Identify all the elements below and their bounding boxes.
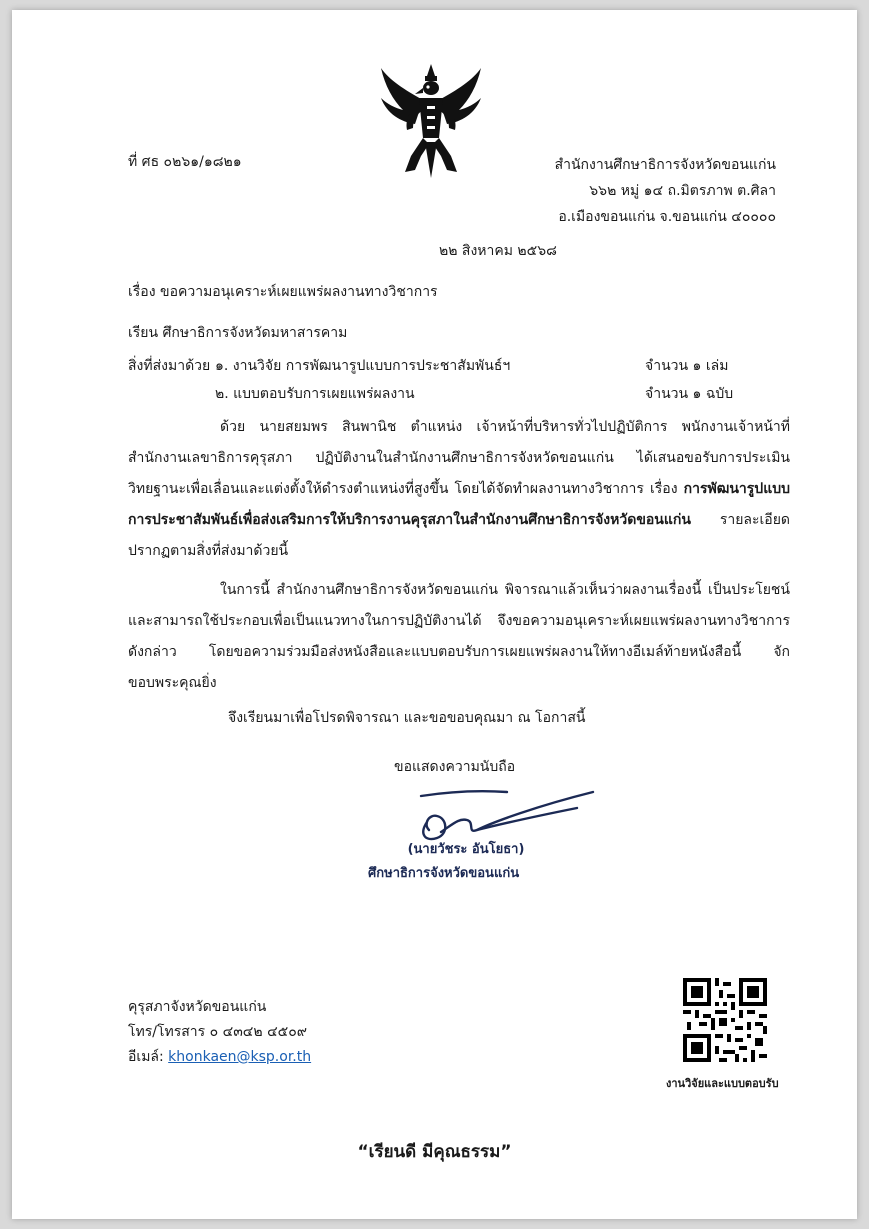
address-line: สำนักงานศึกษาธิการจังหวัดขอนแก่น (554, 157, 776, 173)
letter-subject: เรื่อง ขอความอนุเคราะห์เผยแพร่ผลงานทางวิชาการ (128, 284, 438, 300)
qr-caption: งานวิจัยและแบบตอบรับ (666, 1077, 779, 1090)
research-title: การพัฒนารูปแบบการประชาสัมพันธ์เพื่อส่งเสริมการให้บริการงานคุรุสภาในสำนักงานศึกษาธิการจังหวัดขอนแก่น (128, 481, 790, 528)
signer-position: ศึกษาธิการจังหวัดขอนแก่น (368, 866, 520, 881)
body-paragraph-2: ในการนี้ สำนักงานศึกษาธิการจังหวัดขอนแก่น พิจารณาแล้วเห็นว่าผลงานเรื่องนี้ เป็นประโยชน์และสามารถใช้ประกอบเพื่อเป็นแนวทางในการปฏิบัติงานได้ จึงขอความอนุเคราะห์เผยแพร่ผลงานทางวิชาการดังกล่าว โดยขอความร่วมมือส่งหนังสือและแบบตอบรับการเผยแพร่ผลงานให้ทางอีเมล์ท้ายหนังสือนี้ จักขอบพระคุณยิ่ง (128, 582, 790, 691)
enclosures-label: สิ่งที่ส่งมาด้วย (128, 358, 211, 374)
body-paragraph-1 (128, 412, 790, 567)
paragraph-text: รายละเอียดปรากฏตามสิ่งที่ส่งมาด้วยนี้ (128, 512, 790, 559)
email-link[interactable]: khonkaen@ksp.or.th (168, 1049, 312, 1065)
contact-phone: โทร/โทรสาร ๐ ๔๓๔๒ ๔๕๐๙ (128, 1024, 308, 1040)
paragraph-text: ด้วย นายสยมพร สินพานิช ตำแหน่ง เจ้าหน้าที่บริหารทั่วไปปฏิบัติการ พนักงานเจ้าหน้าที่ สำนักงานเลขาธิการคุรุสภา ปฏิบัติงานในสำนักงานศึกษาธิการจังหวัดขอนแก่น ได้เสนอขอรับการประเมินวิทยฐานะเพื่อเลื่อนและแต่งตั้งให้ดำรงตำแหน่งที่สูงขึ้น โดยได้จัดทำผลงานทางวิชาการ เรื่อง (128, 419, 790, 497)
letter-page (12, 10, 857, 1219)
enclosure-item: ๑. งานวิจัย การพัฒนารูปแบบการประชาสัมพันธ์ฯ (215, 358, 511, 374)
address-line: อ.เมืองขอนแก่น จ.ขอนแก่น ๔๐๐๐๐ (558, 209, 776, 225)
enclosure-quantity: จำนวน ๑ เล่ม (645, 358, 729, 374)
email-label: อีเมล์: (128, 1049, 169, 1065)
body-paragraph-3: จึงเรียนมาเพื่อโปรดพิจารณา และขอขอบคุณมา ณ โอกาสนี้ (228, 710, 586, 726)
letter-recipient: เรียน ศึกษาธิการจังหวัดมหาสารคาม (128, 325, 348, 341)
enclosure-quantity: จำนวน ๑ ฉบับ (645, 386, 734, 402)
sender-address (555, 152, 776, 230)
signer-name: (นายวัชระ อันโยธา) (407, 842, 525, 857)
enclosure-item: ๒. แบบตอบรับการเผยแพร่ผลงาน (215, 386, 415, 402)
contact-office: คุรุสภาจังหวัดขอนแก่น (128, 999, 267, 1015)
closing-phrase: ขอแสดงความนับถือ (394, 759, 516, 775)
garuda-emblem (375, 60, 487, 180)
reference-number: ที่ ศธ ๐๒๖๑/๑๘๒๑ (128, 154, 242, 170)
letter-date: ๒๒ สิงหาคม ๒๕๖๘ (439, 243, 557, 259)
contact-block (128, 995, 311, 1070)
address-line: ๖๖๒ หมู่ ๑๔ ถ.มิตรภาพ ต.ศิลา (589, 183, 776, 199)
qr-code[interactable] (683, 978, 767, 1062)
motto: “เรียนดี มีคุณธรรม” (357, 1142, 512, 1162)
contact-email-row (128, 1045, 311, 1070)
